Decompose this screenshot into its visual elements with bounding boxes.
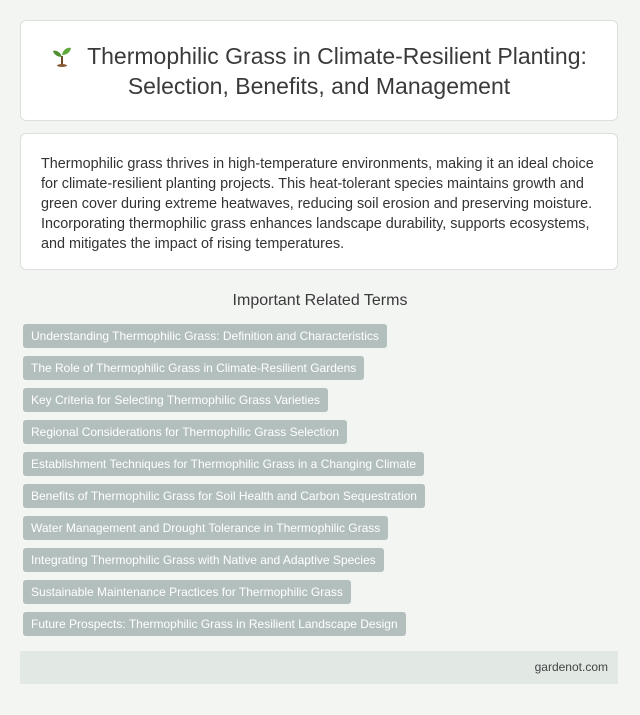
related-terms-heading: Important Related Terms bbox=[232, 292, 408, 309]
intro-paragraph: Thermophilic grass thrives in high-temperature environments, making it an ideal choice for climate-resilient planting projects. This heat-tolerant species maintains growth and green cover during extreme heatwaves, reducing soil erosion and preserving moisture. Incorporating thermophilic grass enhances landscape durability, supports ecosystems, and mitigates the impact of rising temperatures. bbox=[41, 156, 594, 252]
related-term-link[interactable]: Key Criteria for Selecting Thermophilic Grass Varieties bbox=[23, 388, 328, 412]
related-term-link[interactable]: Sustainable Maintenance Practices for Thermophilic Grass bbox=[23, 580, 351, 604]
footer-site-link[interactable]: gardenot.com bbox=[534, 660, 608, 674]
seedling-icon bbox=[51, 45, 73, 67]
related-term-link[interactable]: Water Management and Drought Tolerance in Thermophilic Grass bbox=[23, 516, 388, 540]
related-term-link[interactable]: Benefits of Thermophilic Grass for Soil Health and Carbon Sequestration bbox=[23, 484, 425, 508]
intro-card bbox=[20, 133, 618, 270]
related-term-link[interactable]: The Role of Thermophilic Grass in Climate-Resilient Gardens bbox=[23, 356, 364, 380]
related-term-link[interactable]: Regional Considerations for Thermophilic Grass Selection bbox=[23, 420, 347, 444]
related-term-link[interactable]: Future Prospects: Thermophilic Grass in Resilient Landscape Design bbox=[23, 612, 406, 636]
page-title bbox=[21, 41, 617, 101]
related-term-link[interactable]: Understanding Thermophilic Grass: Definition and Characteristics bbox=[23, 324, 387, 348]
title-card bbox=[20, 20, 618, 121]
page-title-text: Thermophilic Grass in Climate-Resilient Planting: Selection, Benefits, and Management bbox=[87, 42, 587, 99]
related-term-link[interactable]: Establishment Techniques for Thermophilic Grass in a Changing Climate bbox=[23, 452, 424, 476]
footer bbox=[20, 651, 618, 684]
related-term-link[interactable]: Integrating Thermophilic Grass with Native and Adaptive Species bbox=[23, 548, 384, 572]
related-terms-list bbox=[23, 324, 425, 644]
